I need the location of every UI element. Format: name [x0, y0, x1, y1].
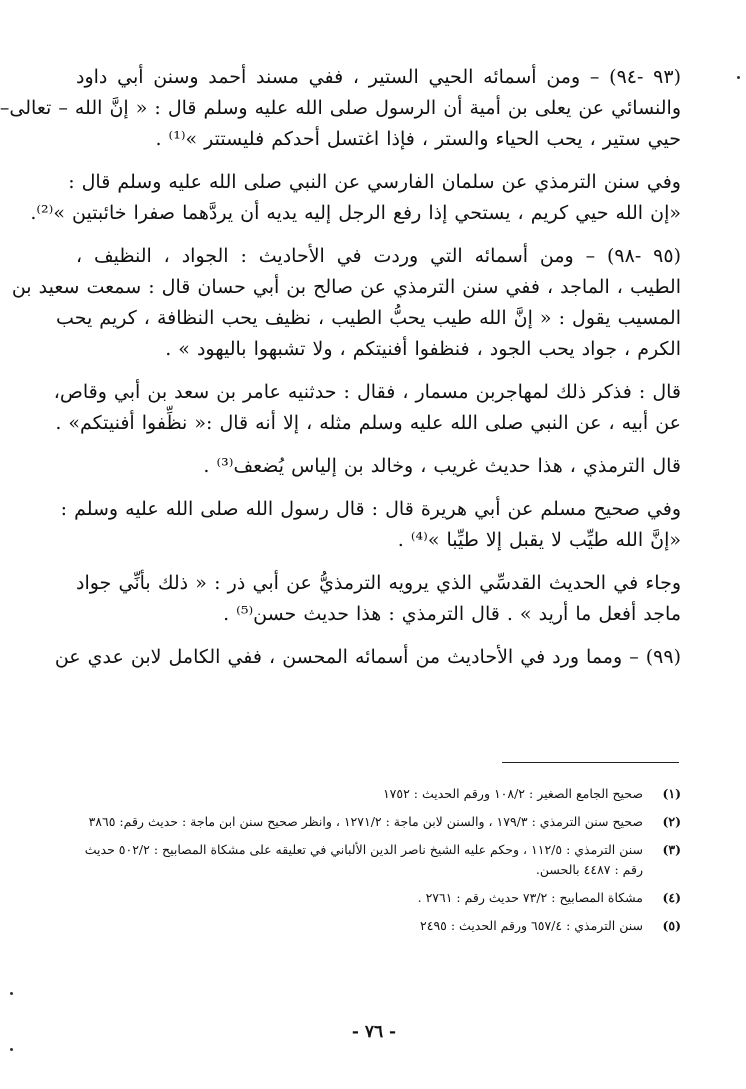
text-line: ماجد أفعل ما أريد » . قال الترمذي : هذا حديث حسن⁽⁵⁾ .	[223, 603, 681, 625]
text-line: (٩٥ -٩٨) – ومن أسمائه التي وردت في الأحاديث : الجواد ، النظيف ،	[76, 245, 681, 267]
text-line: حيي ستير ، يحب الحياء والستر ، فإذا اغتسل أحدكم فليستتر »⁽¹⁾ .	[155, 128, 681, 150]
page-number: - ٧٦ -	[351, 1022, 397, 1042]
footnote-text: سنن الترمذي : ٦٥٧/٤ ورقم الحديث : ٢٤٩٥	[420, 918, 643, 933]
text-line: المسيب يقول : « إنَّ الله طيب يحبُّ الطيب ، نظيف يحب النظافة ، كريم يحب	[56, 307, 681, 329]
footnote-number: (٣)	[662, 842, 681, 857]
text-line: عن أبيه ، عن النبي صلى الله عليه وسلم مثله ، إلا أنه قال :« نظِّفوا أفنيتكم» .	[55, 412, 681, 434]
footnote-item	[76, 812, 681, 832]
footnote-item	[76, 840, 681, 880]
text-line: والنسائي عن يعلى بن أمية أن الرسول صلى الله عليه وسلم قال : « إنَّ الله – تعالى–	[0, 97, 681, 119]
paragraph-sahih-muslim	[60, 494, 681, 556]
body-text	[0, 62, 681, 685]
footnote-item	[76, 916, 681, 936]
paragraph-tirmidhi-salman	[30, 167, 681, 229]
text-line: (٩٩) – ومما ورد في الأحاديث من أسمائه المحسن ، ففي الكامل لابن عدي عن	[54, 646, 681, 668]
text-line: «إن الله حيي كريم ، يستحي إذا رفع الرجل إليه يديه أن يردَّهما صفرا خائبتين »⁽²⁾.	[30, 202, 681, 224]
footnote-number: (٤)	[662, 890, 681, 905]
text-line: وفي سنن الترمذي عن سلمان الفارسي عن النبي صلى الله عليه وسلم قال :	[68, 171, 681, 193]
footnote-number: (٢)	[662, 814, 681, 829]
paragraph-names-jawad-nazif	[11, 241, 681, 365]
footnote-text: سنن الترمذي : ١١٢/٥ ، وحكم عليه الشيخ ناصر الدين الألباني في تعليقه على مشكاة المصابيح : ٥٠٢/٢ حديث رقم : ٤٤٨٧ بالحسن.	[84, 842, 643, 877]
margin-mark	[737, 76, 740, 79]
margin-mark	[10, 1048, 13, 1051]
paragraph-name-muhsin	[54, 642, 681, 673]
paragraph-hadith-qudsi	[76, 568, 681, 630]
text-line: الكرم ، جواد يحب الجود ، فنظفوا أفنيتكم ، ولا تشبهوا باليهود » .	[165, 338, 681, 360]
footnote-item	[76, 784, 681, 804]
text-line: قال الترمذي ، هذا حديث غريب ، وخالد بن إلياس يُضعف⁽³⁾ .	[203, 455, 681, 477]
text-line: قال : فذكر ذلك لمهاجربن مسمار ، فقال : حدثنيه عامر بن سعد بن أبي وقاص،	[53, 381, 681, 403]
text-line: وجاء في الحديث القدسِّي الذي يرويه الترمذيُّ عن أبي ذر : « ذلك بأنِّي جواد	[76, 572, 681, 594]
footnote-item	[76, 888, 681, 908]
paragraph-tirmidhi-gharib	[76, 451, 681, 482]
text-line: (٩٣ -٩٤) – ومن أسمائه الحيي الستير ، ففي مسند أحمد وسنن أبي داود	[76, 66, 681, 88]
footnote-text: مشكاة المصابيح : ٧٣/٢ حديث رقم : ٢٧٦١ .	[417, 890, 643, 905]
footnote-text: صحيح سنن الترمذي : ١٧٩/٣ ، والسنن لابن ماجة : ١٢٧١/٢ ، وانظر صحيح سنن ابن ماجة : حديث رقم: ٣٨٦٥	[88, 814, 643, 829]
text-line: الطيب ، الماجد ، ففي سنن الترمذي عن صالح بن أبي حسان قال : سمعت سعيد بن	[11, 276, 681, 298]
margin-mark	[10, 992, 13, 995]
footnote-number: (١)	[662, 786, 681, 801]
footnote-divider	[502, 762, 679, 763]
paragraph-muhajir-narration	[53, 377, 681, 439]
footnote-text: صحيح الجامع الصغير : ١٠٨/٢ ورقم الحديث : ١٧٥٢	[382, 786, 643, 801]
paragraph-names-hayiy-sitteer	[0, 62, 681, 155]
text-line: وفي صحيح مسلم عن أبي هريرة قال : قال رسول الله صلى الله عليه وسلم :	[60, 498, 681, 520]
footnotes	[76, 784, 681, 944]
footnote-number: (٥)	[662, 918, 681, 933]
text-line: «إنَّ الله طيِّب لا يقبل إلا طيِّبا »⁽⁴⁾ .	[397, 529, 681, 551]
